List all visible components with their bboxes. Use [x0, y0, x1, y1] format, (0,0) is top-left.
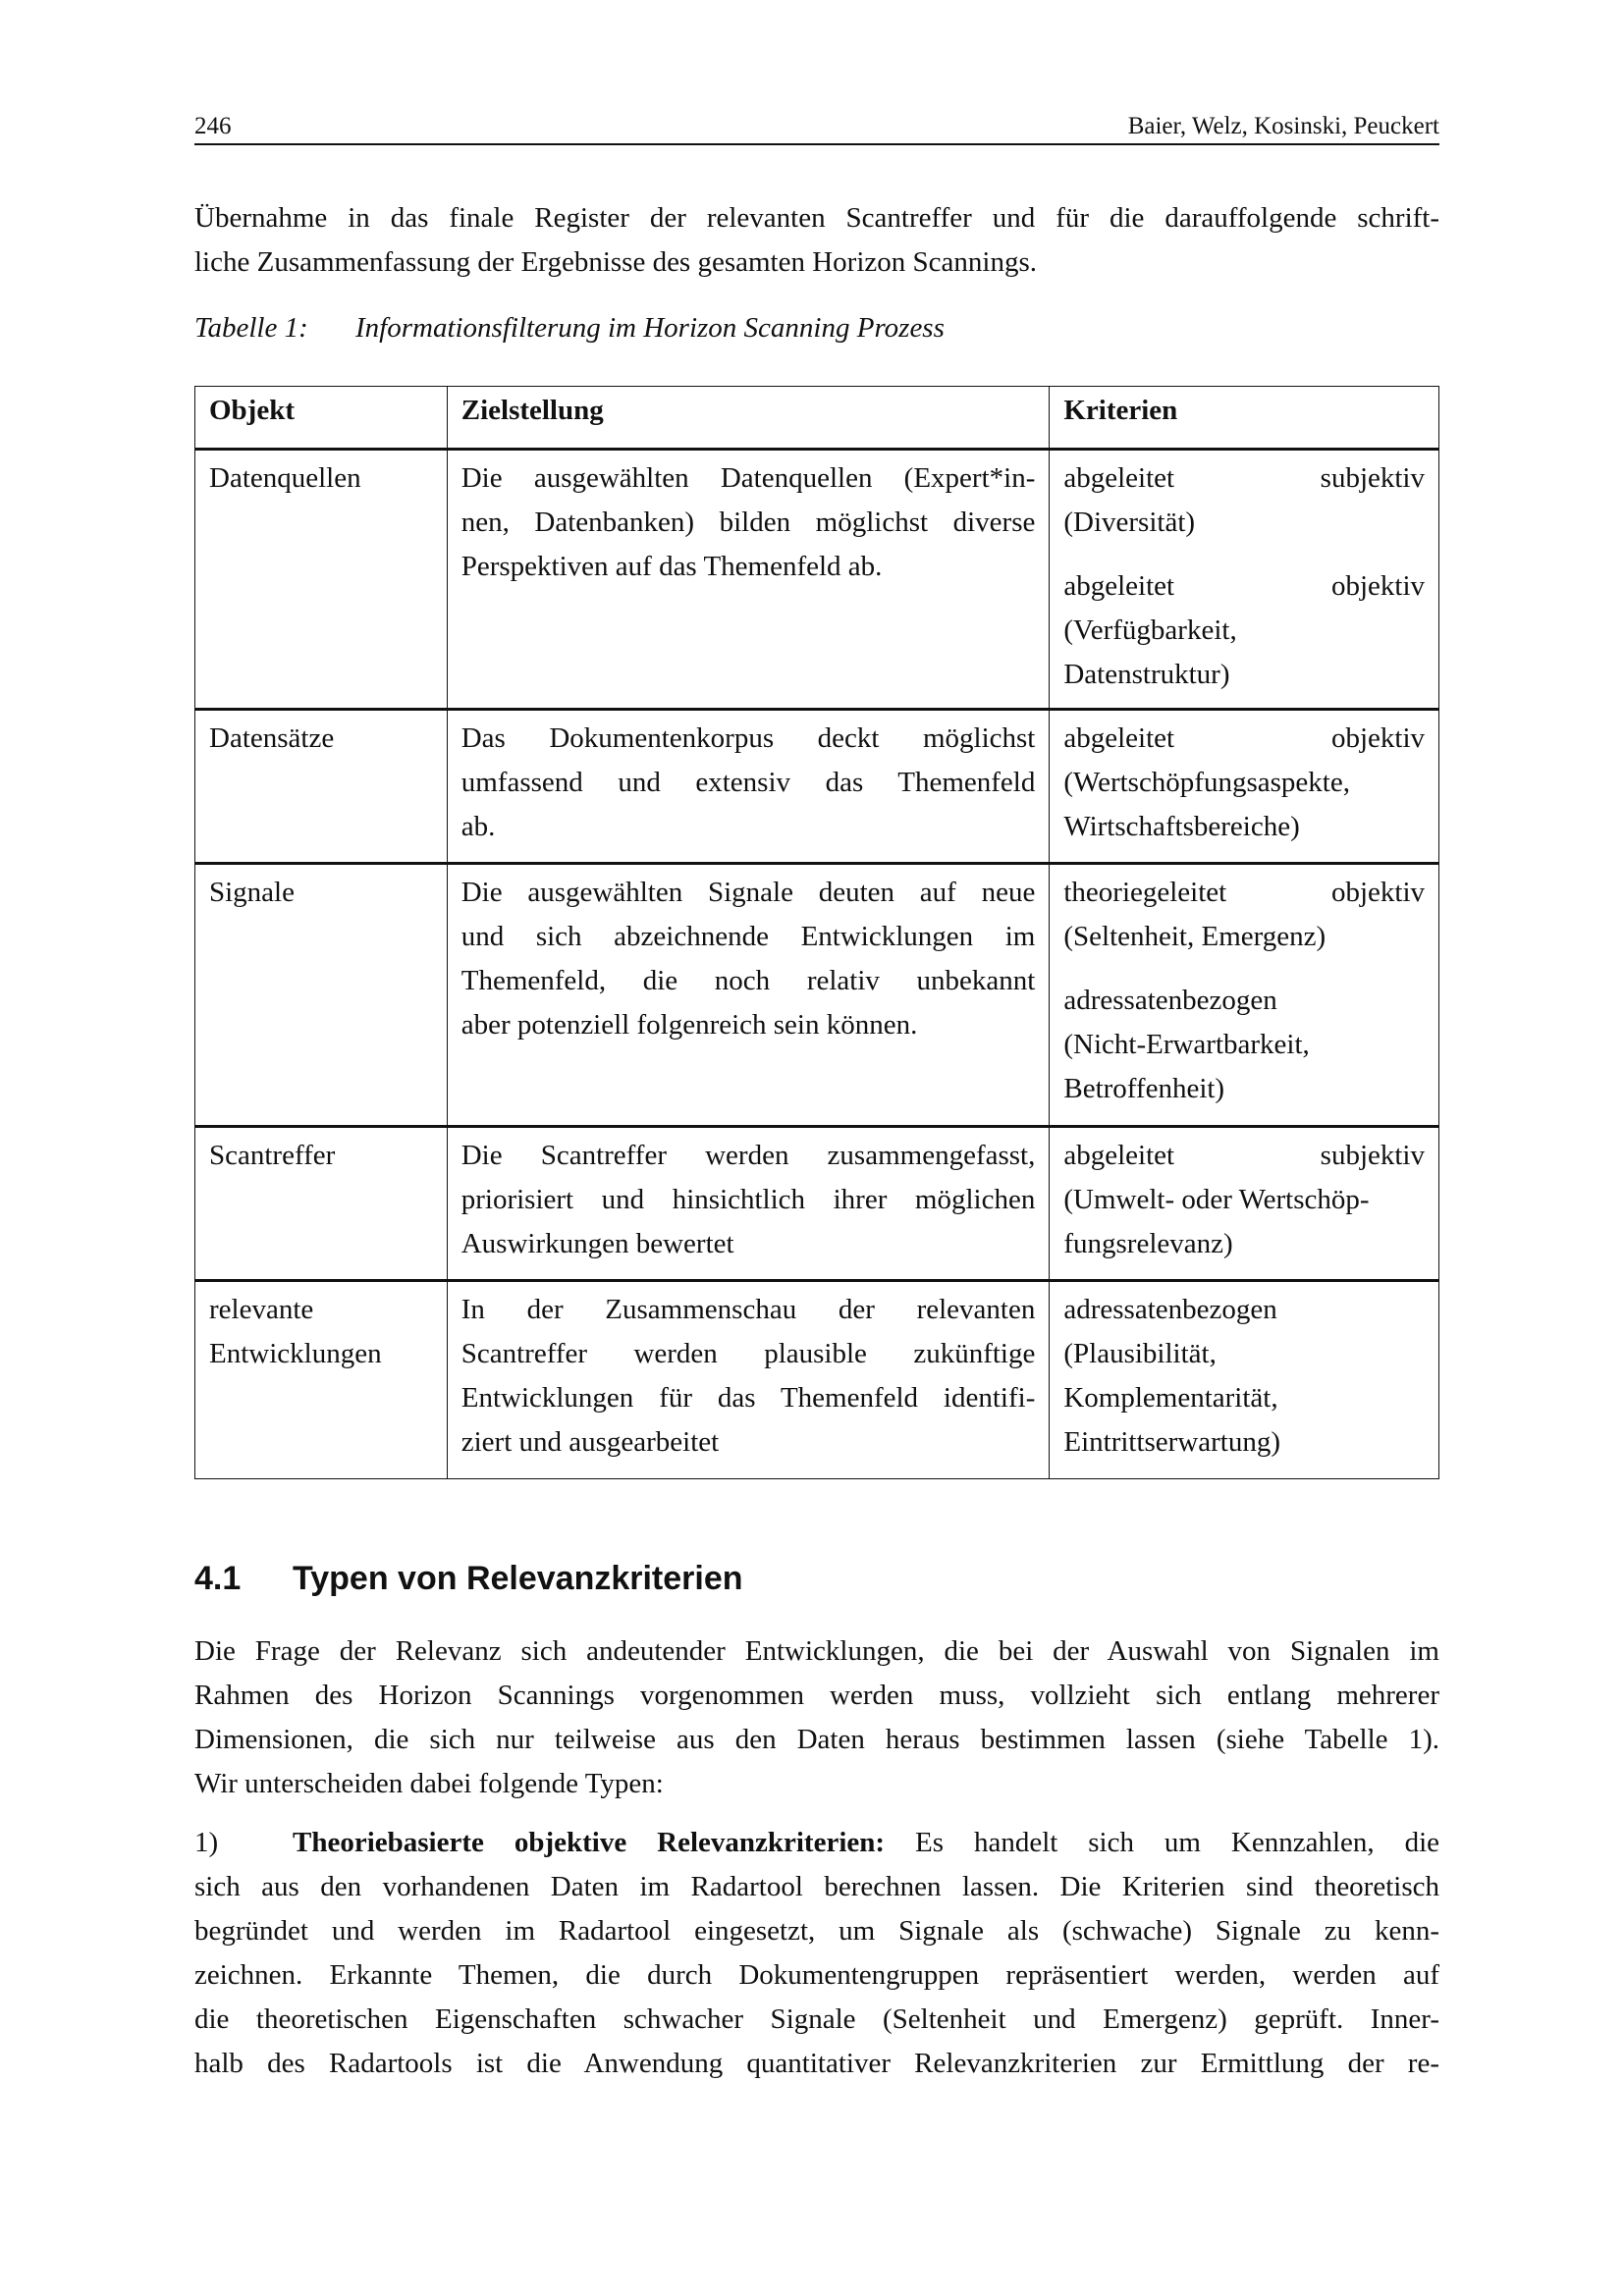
criterion — [1063, 564, 1425, 697]
criterion-type: abgeleitet — [1063, 570, 1175, 602]
cell-objekt — [195, 1281, 448, 1479]
criterion-type: abgeleitet — [1063, 1140, 1175, 1171]
cell-kriterien — [1050, 1281, 1439, 1479]
cell-line: Themenfeld, die noch relativ unbekannt — [460, 965, 1036, 996]
table-caption-label: Tabelle 1: — [194, 312, 308, 344]
criterion-qualifier: subjektiv — [1320, 1140, 1425, 1171]
column-header-objekt: Objekt — [195, 387, 448, 450]
cell-objekt — [195, 710, 448, 864]
criterion-detail: (Wertschöpfungsaspekte, — [1063, 767, 1350, 798]
cell-line: Die Scantreffer werden zusammengefasst, — [460, 1140, 1036, 1171]
text-line: zeichnen. Erkannte Themen, die durch Dokumentengruppen repräsentiert werden, werden auf — [194, 1959, 1439, 1991]
criterion — [1063, 1134, 1425, 1266]
cell-line: Entwicklungen für das Themenfeld identifi- — [460, 1382, 1036, 1414]
criterion-detail: Datenstruktur) — [1063, 659, 1230, 690]
cell-zielstellung — [447, 1127, 1050, 1281]
text-line: halb des Radartools ist die Anwendung quantitativer Relevanzkriterien zur Ermittlung der re- — [194, 2048, 1439, 2079]
cell-text: Datensätze — [209, 722, 335, 754]
criterion — [1063, 979, 1425, 1111]
text-line: die theoretischen Eigenschaften schwacher Signale (Seltenheit und Emergenz) geprüft. Inner- — [194, 2003, 1439, 2035]
cell-zielstellung — [447, 864, 1050, 1127]
criterion-qualifier: subjektiv — [1320, 462, 1425, 494]
cell-objekt — [195, 1127, 448, 1281]
criterion-detail: (Seltenheit, Emergenz) — [1063, 921, 1326, 952]
cell-zielstellung — [447, 1281, 1050, 1479]
criterion — [1063, 871, 1425, 959]
bold-lead: Theoriebasierte objektive Relevanzkriterien: — [293, 1827, 886, 1858]
running-header — [194, 112, 1439, 145]
criterion-detail: fungsrelevanz) — [1063, 1228, 1233, 1259]
cell-line: und sich abzeichnende Entwicklungen im — [460, 921, 1036, 952]
table-caption-title: Informationsfilterung im Horizon Scanning Prozess — [355, 312, 945, 344]
table-row — [195, 710, 1439, 864]
text-line — [194, 1821, 1439, 1865]
table-row — [195, 864, 1439, 1127]
criterion-detail: (Diversität) — [1063, 507, 1196, 538]
table-header-row — [195, 387, 1439, 450]
cell-zielstellung — [447, 710, 1050, 864]
criterion — [1063, 1288, 1425, 1465]
numbered-paragraph — [194, 1821, 1439, 2086]
criterion-detail: Betroffenheit) — [1063, 1073, 1225, 1104]
criterion-type: theoriegeleitet — [1063, 877, 1227, 908]
cell-line: Auswirkungen bewertet — [460, 1228, 734, 1259]
text-line: begründet und werden im Radartool eingesetzt, um Signale als (schwache) Signale zu kenn- — [194, 1915, 1439, 1947]
cell-line: aber potenziell folgenreich sein können. — [460, 1009, 918, 1041]
criterion-detail: (Umwelt- oder Wertschöp- — [1063, 1184, 1370, 1215]
first-line-rest: Es handelt sich um Kennzahlen, die — [915, 1827, 1440, 1858]
cell-line: Perspektiven auf das Themenfeld ab. — [460, 551, 883, 582]
text-line: Rahmen des Horizon Scannings vorgenommen werden muss, vollzieht sich entlang mehrerer — [194, 1680, 1439, 1711]
cell-zielstellung — [447, 450, 1050, 710]
text-line: sich aus den vorhandenen Daten im Radartool berechnen lassen. Die Kriterien sind theoretisch — [194, 1871, 1439, 1902]
criterion-type: adressatenbezogen — [1063, 985, 1277, 1016]
cell-objekt — [195, 450, 448, 710]
cell-kriterien — [1050, 450, 1439, 710]
cell-text: Entwicklungen — [209, 1338, 382, 1369]
table-row — [195, 450, 1439, 710]
item-number: 1) — [194, 1827, 219, 1858]
cell-line: Die ausgewählten Signale deuten auf neue — [460, 877, 1036, 908]
criterion-detail: Eintrittserwartung) — [1063, 1426, 1281, 1458]
cell-line: Die ausgewählten Datenquellen (Expert*in- — [460, 462, 1036, 494]
text-line: Dimensionen, die sich nur teilweise aus den Daten heraus bestimmen lassen (siehe Tabelle 1). — [194, 1724, 1439, 1755]
page-number: 246 — [194, 113, 232, 139]
text-line: Die Frage der Relevanz sich andeutender Entwicklungen, die bei der Auswahl von Signalen im — [194, 1635, 1439, 1667]
criterion-detail: (Plausibilität, — [1063, 1338, 1217, 1369]
body-paragraph — [194, 1629, 1439, 1806]
criterion-qualifier: objektiv — [1330, 877, 1425, 908]
cell-line: umfassend und extensiv das Themenfeld — [460, 767, 1036, 798]
cell-text: Signale — [209, 877, 295, 908]
text-line: liche Zusammenfassung der Ergebnisse des gesamten Horizon Scannings. — [194, 246, 1037, 278]
cell-line: In der Zusammenschau der relevanten — [460, 1294, 1036, 1325]
criterion-type: adressatenbezogen — [1063, 1294, 1277, 1325]
column-header-zielstellung: Zielstellung — [447, 387, 1050, 450]
information-filtering-table — [194, 386, 1439, 1479]
cell-line: nen, Datenbanken) bilden möglichst diverse — [460, 507, 1036, 538]
criterion-type: abgeleitet — [1063, 722, 1175, 754]
cell-kriterien — [1050, 864, 1439, 1127]
cell-kriterien — [1050, 710, 1439, 864]
criterion-detail: Wirtschaftsbereiche) — [1063, 811, 1300, 842]
running-header-authors: Baier, Welz, Kosinski, Peuckert — [1127, 113, 1439, 139]
criterion — [1063, 717, 1425, 849]
section-heading — [194, 1559, 743, 1598]
table-row — [195, 1281, 1439, 1479]
cell-line: Scantreffer werden plausible zukünftige — [460, 1338, 1036, 1369]
cell-text: Scantreffer — [209, 1140, 336, 1171]
section-number: 4.1 — [194, 1560, 242, 1597]
cell-kriterien — [1050, 1127, 1439, 1281]
intro-paragraph — [194, 196, 1439, 285]
text-line: Übernahme in das finale Register der relevanten Scantreffer und für die darauffolgende schrift- — [194, 202, 1439, 234]
cell-line: priorisiert und hinsichtlich ihrer möglichen — [460, 1184, 1036, 1215]
criterion-qualifier: objektiv — [1330, 570, 1425, 602]
criterion — [1063, 456, 1425, 545]
criterion-qualifier: objektiv — [1330, 722, 1425, 754]
cell-text: Datenquellen — [209, 462, 361, 494]
section-title: Typen von Relevanzkriterien — [293, 1560, 743, 1597]
cell-text: relevante — [209, 1294, 314, 1325]
table-caption — [194, 308, 945, 347]
criterion-type: abgeleitet — [1063, 462, 1175, 494]
criterion-detail: (Nicht-Erwartbarkeit, — [1063, 1029, 1310, 1060]
column-header-kriterien: Kriterien — [1050, 387, 1439, 450]
cell-line: Das Dokumentenkorpus deckt möglichst — [460, 722, 1036, 754]
cell-objekt — [195, 864, 448, 1127]
criterion-detail: Komplementarität, — [1063, 1382, 1278, 1414]
criterion-detail: (Verfügbarkeit, — [1063, 614, 1237, 646]
cell-line: ab. — [460, 811, 496, 842]
text-line: Wir unterscheiden dabei folgende Typen: — [194, 1768, 664, 1799]
table-row — [195, 1127, 1439, 1281]
cell-line: ziert und ausgearbeitet — [460, 1426, 720, 1458]
